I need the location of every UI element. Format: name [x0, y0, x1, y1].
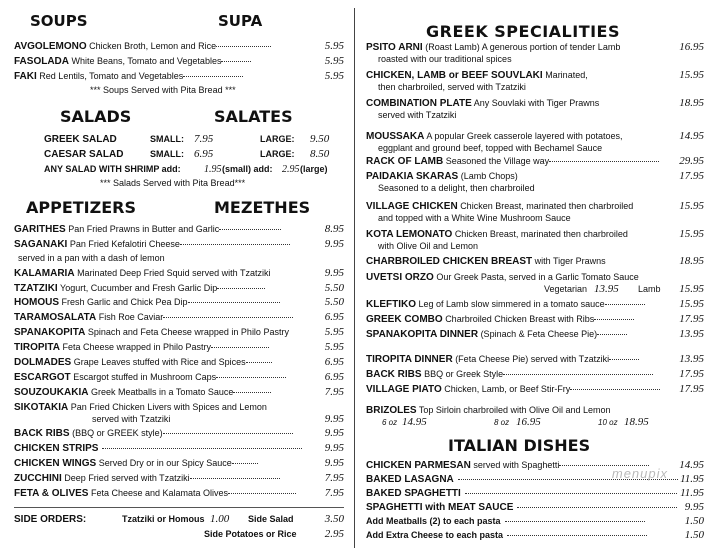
item-extra: eggplant and ground beef, topped with Bechamel Sauce: [378, 143, 603, 153]
menu-item: Add Extra Cheese to each pasta 1.50: [366, 529, 704, 541]
menu-item: KALAMARIA Marinated Deep Fried Squid served with Tzatziki 9.95: [14, 267, 344, 279]
menu-item: TARAMOSALATA Fish Roe Caviar 6.95: [14, 311, 344, 323]
menu-item: GREEK COMBO Charbroiled Chicken Breast with Ribs 17.95: [366, 313, 704, 325]
item-extra: served in a pan with a dash of lemon: [18, 253, 165, 263]
menu-item: TIROPITA DINNER (Feta Cheese Pie) served with Tzatziki 13.95: [366, 353, 704, 365]
menu-item: KLEFTIKO Leg of Lamb slow simmered in a tomato sauce 15.95: [366, 298, 704, 310]
menu-item: CHICKEN WINGS Served Dry or in our Spicy Sauce 9.95: [14, 457, 344, 469]
menu-item: PAIDAKIA SKARAS (Lamb Chops) 17.95: [366, 170, 704, 182]
menu-item: BAKED LASAGNA 11.95: [366, 473, 704, 485]
menu-item: TZATZIKI Yogurt, Cucumber and Fresh Garlic Dip 5.50: [14, 282, 344, 294]
menu-item: SAGANAKI Pan Fried Kefalotiri Cheese 9.95: [14, 238, 344, 250]
greek-title: GREEK SPECIALITIES: [426, 22, 621, 41]
menu-item: CHICKEN PARMESAN served with Spaghetti 14.95: [366, 459, 704, 471]
menu-item: BACK RIBS (BBQ or GREEK style) 9.95: [14, 427, 344, 439]
menu-item: MOUSSAKA A popular Greek casserole layered with potatoes, 14.95: [366, 130, 704, 142]
menu-item: CHICKEN STRIPS 9.95: [14, 442, 344, 454]
menu-item: CHARBROILED CHICKEN BREAST with Tiger Prawns 18.95: [366, 255, 704, 267]
menu-item: ZUCCHINI Deep Fried served with Tzatziki 7.95: [14, 472, 344, 484]
menu-item: SPANAKOPITA Spinach and Feta Cheese wrapped in Philo Pastry 5.95: [14, 326, 344, 338]
menu-item: FETA & OLIVES Feta Cheese and Kalamata Olives 7.95: [14, 487, 344, 499]
menu-item: FAKI Red Lentils, Tomato and Vegetables 5.95: [14, 70, 344, 82]
item-extra: Seasoned to a delight, then charbroiled: [378, 183, 535, 193]
menu-item: BACK RIBS BBQ or Greek Style 17.95: [366, 368, 704, 380]
menu-item: CHICKEN, LAMB or BEEF SOUVLAKI Marinated, 15.95: [366, 69, 704, 81]
menu-item: KOTA LEMONATO Chicken Breast, marinated then charbroiled 15.95: [366, 228, 704, 240]
item-extra: roasted with our traditional spices: [378, 54, 512, 64]
side-orders-row: SIDE ORDERS: Tzatziki or Homous 1.00 Side Salad 3.50: [14, 513, 344, 525]
menu-item: TIROPITA Feta Cheese wrapped in Philo Pastry 5.95: [14, 341, 344, 353]
menu-item: SIKOTAKIA Pan Fried Chicken Livers with Spices and Lemon: [14, 402, 267, 413]
menu-item: ESCARGOT Escargot stuffed in Mushroom Caps 6.95: [14, 371, 344, 383]
italian-title: ITALIAN DISHES: [448, 436, 591, 455]
menu-item: Add Meatballs (2) to each pasta 1.50: [366, 515, 704, 527]
appetizers-title: APPETIZERS: [26, 198, 137, 217]
menu-item: BAKED SPAGHETTI 11.95: [366, 487, 704, 499]
column-divider: [354, 8, 355, 548]
item-extra: then charbroiled, served with Tzatziki: [378, 82, 526, 92]
soups-title: SOUPS: [30, 12, 88, 30]
menu-item: COMBINATION PLATE Any Souvlaki with Tiger Prawns 18.95: [366, 97, 704, 109]
salads-note: *** Salads Served with Pita Bread***: [100, 178, 246, 188]
menu-item: SPAGHETTI with MEAT SAUCE 9.95: [366, 501, 704, 513]
menu-page: SOUPS SUPA AVGOLEMONO Chicken Broth, Lemon and Rice 5.95 FASOLADA White Beans, Tomato and Vegetables 5.95 FAKI Red Lentils, Tomato and Vegetables 5.95 *** Soups Served with Pita Bread *** SALADS SALATES GREEK SALAD SMALL: 7.95 LARGE: 9.50 CAESAR SALAD SMALL: 6.95 LARGE: 8.50 ANY SALAD WITH SHRIMP add: 1.95 (small) add: 2.95 (large) *** Salads Served with Pita Bread*** APPETIZERS MEZETHES GARITHES Pan Fried Prawns in Butter and Garlic 8.95 SAGANAKI Pan Fried Kefalotiri Cheese 9.95 served in a pan with a dash of lemon KALAMARIA Marinated Deep Fried Squid served with Tzatziki 9.95 TZATZIKI Yogurt, Cucumber and Fresh Garlic Dip 5.50 HOMOUS Fresh Garlic and Chick Pea Dip 5.50 TARAMOSALATA Fish Roe Caviar 6.95 SPANAKOPITA Spinach and Feta Cheese wrapped in Philo Pastry 5.95 TIROPITA Feta Cheese wrapped in Philo Pastry 5.95 DOLMADES Grape Leaves stuffed with Rice and Spices 6.95 ESCARGOT Escargot stuffed in Mushroom Caps 6.95 SOUZOUKAKIA Greek Meatballs in a Tomato Sauce 7.95 SIKOTAKIA Pan Fried Chicken Livers with Spices and Lemon served with Tzatziki 9.95 BACK RIBS (BBQ or GREEK style) 9.95 CHICKEN STRIPS 9.95 CHICKEN WINGS Served Dry or in our Spicy Sauce 9.95 ZUCCHINI Deep Fried served with Tzatziki 7.95 FETA & OLIVES Feta Cheese and Kalamata Olives 7.95 SIDE ORDERS: Tzatziki or Homous 1.00 Side Salad 3.50 Side Potatoes or Rice 2.95 GREEK SPECIALITIES PSITO ARNI (Roast Lamb) A generous portion of tender Lamb 16.95 roasted with our traditional spices CHICKEN, LAMB or BEEF SOUVLAKI Marinated, 15.95 then charbroiled, served with Tzatziki COMBINATION PLATE Any Souvlaki with Tiger Prawns 18.95 served with Tzatziki MOUSSAKA A popular Greek casserole layered with potatoes, 14.95 eggplant and ground beef, topped with Bechamel Sauce RACK OF LAMB Seasoned the Village way 29.95 PAIDAKIA SKARAS (Lamb Chops) 17.95 Seasoned to a delight, then charbroiled VILLAGE CHICKEN Chicken Breast, marinated then charbroiled 15.95 and topped with a White Wine Mushroom Sauce KOTA LEMONATO Chicken Breast, marinated then charbroiled 15.95 with Olive Oil and Lemon CHARBROILED CHICKEN BREAST with Tiger Prawns 18.95 UVETSI ORZO Our Greek Pasta, served in a Garlic Tomato Sauce Vegetarian 13.95 Lamb 15.95 KLEFTIKO Leg of Lamb slow simmered in a tomato sauce 15.95 GREEK COMBO Charbroiled Chicken Breast with Ribs 17.95 SPANAKOPITA DINNER (Spinach & Feta Cheese Pie) 13.95 TIROPITA DINNER (Feta Cheese Pie) served with Tzatziki 13.95 BACK RIBS BBQ or Greek Style 17.95 VILLAGE PIATO Chicken, Lamb, or Beef Stir-Fry 17.95 BRIZOLES Top Sirloin charbroiled with Olive Oil and Lemon 6 oz 14.95 8 oz 16.95 10 oz 18.95 ITALIAN DISHES CHICKEN PARMESAN served with Spaghetti 14.95 BAKED LASAGNA 11.95 BAKED SPAGHETTI 11.95 SPAGHETTI with MEAT SAUCE 9.95 Add Meatballs (2) to each pasta 1.50 Add Extra Cheese to each pasta 1.50 menupix: [0, 0, 720, 551]
menu-item: GARITHES Pan Fried Prawns in Butter and Garlic 8.95: [14, 223, 344, 235]
menu-item: SPANAKOPITA DINNER (Spinach & Feta Cheese Pie) 13.95: [366, 328, 704, 340]
mezethes-title: MEZETHES: [214, 198, 311, 217]
menu-item: FASOLADA White Beans, Tomato and Vegetables 5.95: [14, 55, 344, 67]
menu-item: DOLMADES Grape Leaves stuffed with Rice and Spices 6.95: [14, 356, 344, 368]
menu-item: SOUZOUKAKIA Greek Meatballs in a Tomato Sauce 7.95: [14, 386, 344, 398]
side-orders-divider: [14, 507, 344, 508]
item-extra: and topped with a White Wine Mushroom Sauce: [378, 213, 571, 223]
menu-item: RACK OF LAMB Seasoned the Village way 29.95: [366, 155, 704, 167]
item-extra: served with Tzatziki: [378, 110, 457, 120]
menu-item: AVGOLEMONO Chicken Broth, Lemon and Rice 5.95: [14, 40, 344, 52]
soups-note: *** Soups Served with Pita Bread ***: [90, 85, 236, 95]
watermark: menupix: [611, 466, 668, 481]
salads-title: SALADS: [60, 107, 132, 126]
menu-item: HOMOUS Fresh Garlic and Chick Pea Dip 5.50: [14, 296, 344, 308]
menu-item: UVETSI ORZO Our Greek Pasta, served in a Garlic Tomato Sauce: [366, 272, 639, 283]
menu-item: VILLAGE PIATO Chicken, Lamb, or Beef Stir-Fry 17.95: [366, 383, 704, 395]
menu-item: VILLAGE CHICKEN Chicken Breast, marinated then charbroiled 15.95: [366, 200, 704, 212]
item-extra: with Olive Oil and Lemon: [378, 241, 479, 251]
menu-item: PSITO ARNI (Roast Lamb) A generous portion of tender Lamb 16.95: [366, 41, 704, 53]
supa-title: SUPA: [218, 12, 263, 30]
menu-item: BRIZOLES Top Sirloin charbroiled with Olive Oil and Lemon: [366, 405, 611, 416]
salates-title: SALATES: [214, 107, 293, 126]
